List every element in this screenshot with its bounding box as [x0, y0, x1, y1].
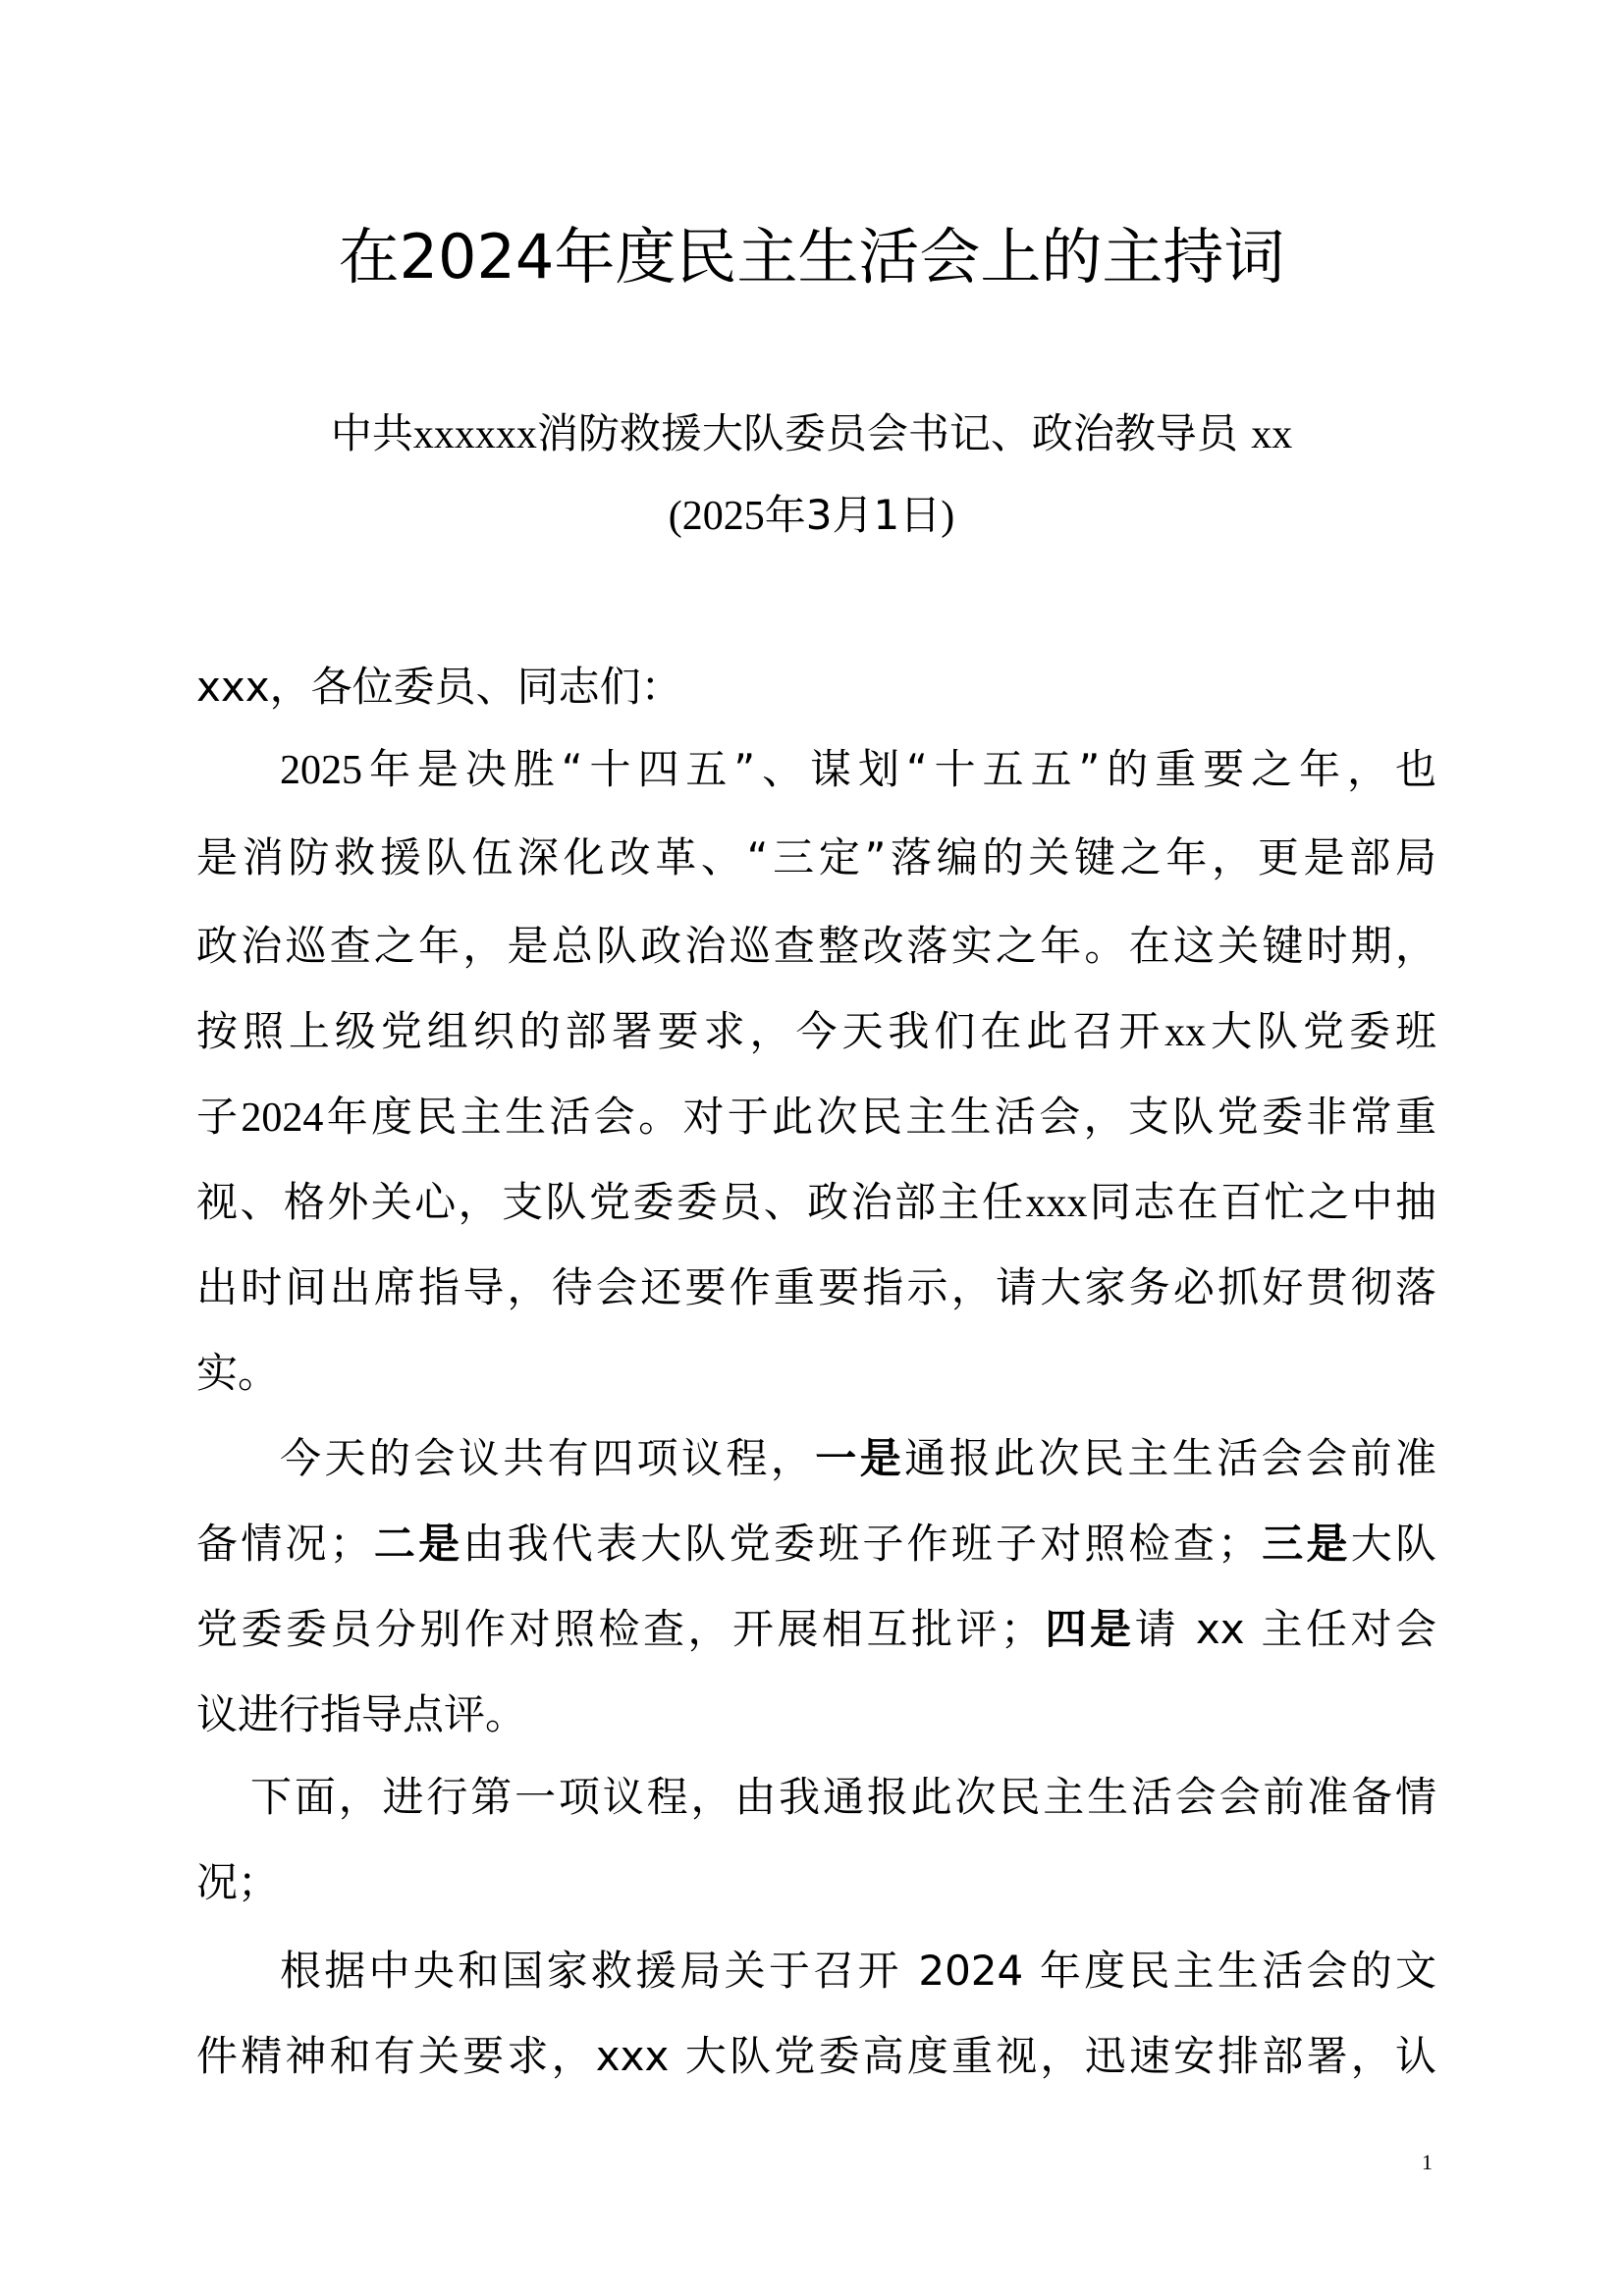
text-line	[196, 1330, 1436, 1415]
bold-text: 三是	[1259, 1520, 1351, 1568]
text-line	[280, 1415, 1436, 1501]
page-number: 1	[1422, 2150, 1433, 2174]
text-segment: xx	[1164, 1010, 1207, 1055]
text-line	[196, 2013, 1436, 2099]
text-line	[280, 726, 1436, 812]
text-segment: 年是决胜“十四五”、谋划“十五五”的重要之年，也	[362, 745, 1436, 793]
text-segment: 备情况；	[196, 1520, 371, 1568]
text-segment: xxx	[1025, 1181, 1088, 1226]
text-segment: 消防救援大队委员会书记、政治教导员	[536, 409, 1252, 457]
text-line	[196, 1074, 1436, 1159]
text-line	[250, 1754, 1436, 1840]
text-line	[196, 815, 1436, 900]
text-line	[196, 1672, 1436, 1757]
text-segment: 议进行指导点评。	[196, 1690, 527, 1738]
text-line	[280, 1928, 1436, 2013]
text-segment: 今天的会议共有四项议程，	[280, 1434, 816, 1482]
text-segment: xx	[1251, 412, 1293, 457]
text-line	[196, 1840, 1436, 1925]
text-segment: 是消防救援队伍深化改革、“三定”落编的关键之年，更是部局	[196, 833, 1436, 881]
text-segment: 党委委员分别作对照检查，开展相互批评；	[196, 1605, 1043, 1653]
text-line	[196, 988, 1436, 1074]
text-segment: )	[941, 494, 955, 539]
text-segment: 按照上级党组织的部署要求，今天我们在此召开	[196, 1007, 1165, 1055]
text-line	[196, 1501, 1436, 1586]
text-segment: 下面，进行第一项议程，由我通报此次民主生活会会前准备情	[250, 1773, 1436, 1821]
text-segment: 请 xx 主任对会	[1134, 1605, 1436, 1653]
text-segment: (2025	[668, 494, 765, 539]
text-segment: 2025	[280, 748, 362, 793]
text-segment: xxx，各位委员、同志们：	[196, 663, 682, 711]
text-segment: 年度民主生活会。对于此次民主生活会，支队党委非常重	[323, 1093, 1436, 1141]
text-line	[196, 1586, 1436, 1672]
bold-text: 一是	[815, 1434, 905, 1482]
author-line	[0, 404, 1623, 464]
text-segment: xxxxxx	[412, 412, 537, 457]
text-segment: 通报此次民主生活会会前准	[904, 1434, 1436, 1482]
text-segment: 中共	[330, 409, 413, 457]
text-segment: 实。	[196, 1349, 280, 1397]
text-segment: 根据中央和国家救援局关于召开 2024 年度民主生活会的文	[280, 1947, 1436, 1995]
text-segment: 2024	[241, 1095, 324, 1141]
text-segment: 况；	[196, 1858, 280, 1906]
text-line	[196, 1159, 1436, 1245]
text-line	[196, 644, 1436, 729]
bold-text: 二是	[370, 1520, 463, 1568]
text-segment: 同志在百忙之中抽	[1087, 1178, 1436, 1226]
text-segment: 大队党委班	[1206, 1007, 1436, 1055]
text-segment: 视、格外关心，支队党委委员、政治部主任	[196, 1178, 1026, 1226]
text-line	[196, 903, 1436, 988]
text-segment: 件精神和有关要求，xxx 大队党委高度重视，迅速安排部署，认	[196, 2032, 1436, 2080]
date-line	[0, 486, 1623, 546]
document-title: 在2024年度民主生活会上的主持词	[338, 221, 1285, 293]
text-segment: 子	[196, 1093, 242, 1141]
text-segment: 出时间出席指导，待会还要作重要指示，请大家务必抓好贯彻落	[196, 1263, 1436, 1311]
text-segment: 年3月1日	[764, 491, 942, 539]
text-segment: 政治巡查之年，是总队政治巡查整改落实之年。在这关键时期，	[196, 922, 1436, 970]
text-segment: 由我代表大队党委班子作班子对照检查；	[462, 1520, 1260, 1568]
text-segment: 大队	[1350, 1520, 1436, 1568]
bold-text: 四是	[1042, 1605, 1135, 1653]
text-line	[196, 1245, 1436, 1330]
